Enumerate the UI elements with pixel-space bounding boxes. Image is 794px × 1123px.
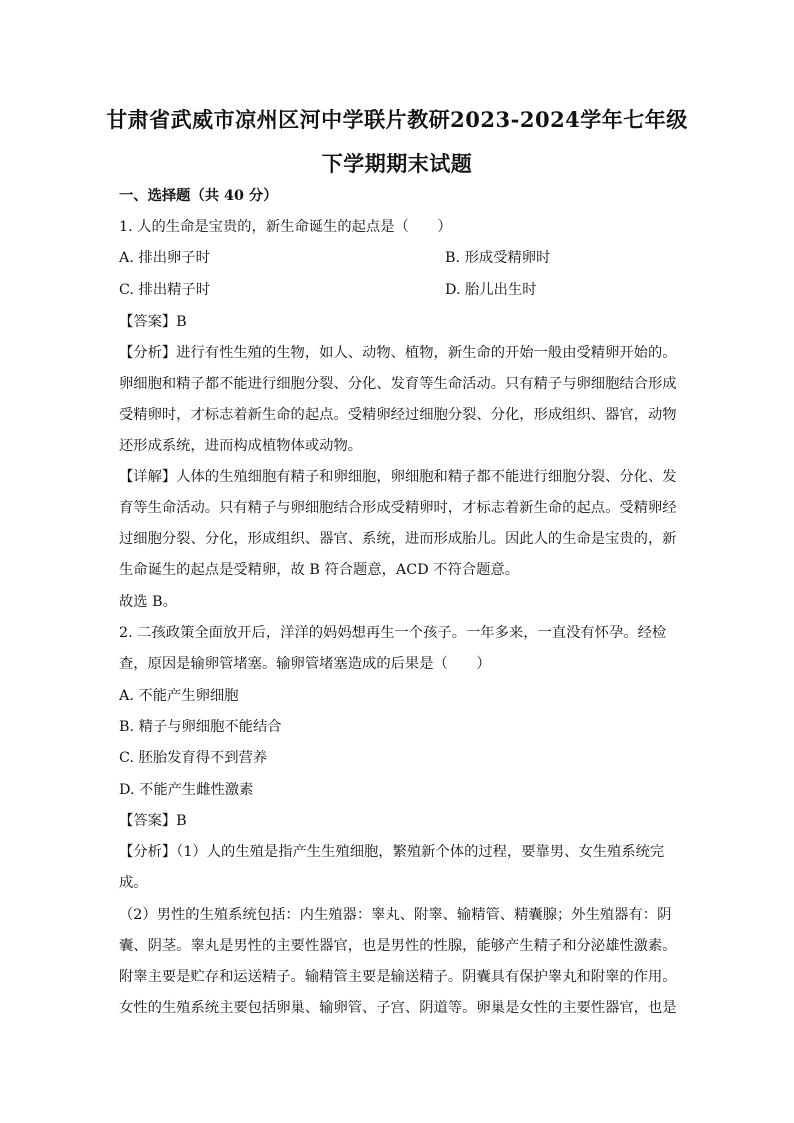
q1-analysis-line: 卵细胞和精子都不能进行细胞分裂、分化、发育等生命活动。只有精子与卵细胞结合形成 xyxy=(119,376,677,392)
q1-conclusion: 故选 B。 xyxy=(119,594,177,610)
q1-detail-line: 过细胞分裂、分化，形成组织、器官、系统，进而形成胎儿。因此人的生命是宝贵的，新 xyxy=(119,531,677,547)
q2-analysis-line: 女性的生殖系统主要包括卵巢、输卵管、子宫、阴道等。卵巢是女性的主要性器官，也是 xyxy=(119,1000,677,1016)
q2-analysis-line: 成。 xyxy=(119,875,148,891)
q2-analysis-line: （2）男性的生殖系统包括：内生殖器：睾丸、附睾、输精管、精囊腺；外生殖器有：阴 xyxy=(119,907,672,923)
q1-detail-line: 【详解】人体的生殖细胞有精子和卵细胞，卵细胞和精子都不能进行细胞分裂、分化、发 xyxy=(119,469,677,485)
q1-analysis-line: 【分析】进行有性生殖的生物，如人、动物、植物，新生命的开始一般由受精卵开始的。 xyxy=(119,345,677,361)
q1-detail-line: 生命诞生的起点是受精卵，故 B 符合题意，ACD 不符合题意。 xyxy=(119,562,519,578)
q1-option-b: B. 形成受精卵时 xyxy=(445,250,551,266)
q2-option-c: C. 胚胎发育得不到营养 xyxy=(119,750,268,766)
q2-option-d: D. 不能产生雌性激素 xyxy=(119,782,254,798)
title-line-1: 甘肃省武威市凉州区河中学联片教研2023-2024学年七年级 xyxy=(106,107,688,132)
q1-answer: 【答案】B xyxy=(119,314,187,330)
q1-analysis-line: 还形成系统，进而构成植物体或动物。 xyxy=(119,438,363,454)
q1-analysis-line: 受精卵时，才标志着新生命的起点。受精卵经过细胞分裂、分化，形成组织、器官，动物 xyxy=(119,407,677,423)
q2-answer: 【答案】B xyxy=(119,813,187,829)
q1-detail-line: 育等生命活动。只有精子与卵细胞结合形成受精卵时，才标志着新生命的起点。受精卵经 xyxy=(119,500,677,516)
q1-option-a: A. 排出卵子时 xyxy=(119,250,210,266)
title-line-2: 下学期期末试题 xyxy=(321,151,473,176)
q2-stem-line: 查，原因是输卵管堵塞。输卵管堵塞造成的后果是（ ） xyxy=(119,656,491,672)
q2-analysis-line: 【分析】（1）人的生殖是指产生生殖细胞，繁殖新个体的过程，要靠男、女生殖系统完 xyxy=(119,844,665,860)
q1-option-c: C. 排出精子时 xyxy=(119,282,211,298)
q2-analysis-line: 囊、阴茎。睾丸是男性的主要性器官，也是男性的性腺，能够产生精子和分泌雄性激素。 xyxy=(119,938,677,954)
q2-option-b: B. 精子与卵细胞不能结合 xyxy=(119,719,282,735)
section-heading: 一、选择题（共 40 分） xyxy=(119,188,278,204)
q2-stem-line: 2. 二孩政策全面放开后，洋洋的妈妈想再生一个孩子。一年多来，一直没有怀孕。经检 xyxy=(119,625,667,641)
q2-analysis-line: 附睾主要是贮存和运送精子。输精管主要是输送精子。阴囊具有保护睾丸和附睾的作用。 xyxy=(119,969,677,985)
q1-option-d: D. 胎儿出生时 xyxy=(445,282,537,298)
q2-option-a: A. 不能产生卵细胞 xyxy=(119,688,239,704)
q1-stem: 1. 人的生命是宝贵的，新生命诞生的起点是（ ） xyxy=(119,219,452,235)
